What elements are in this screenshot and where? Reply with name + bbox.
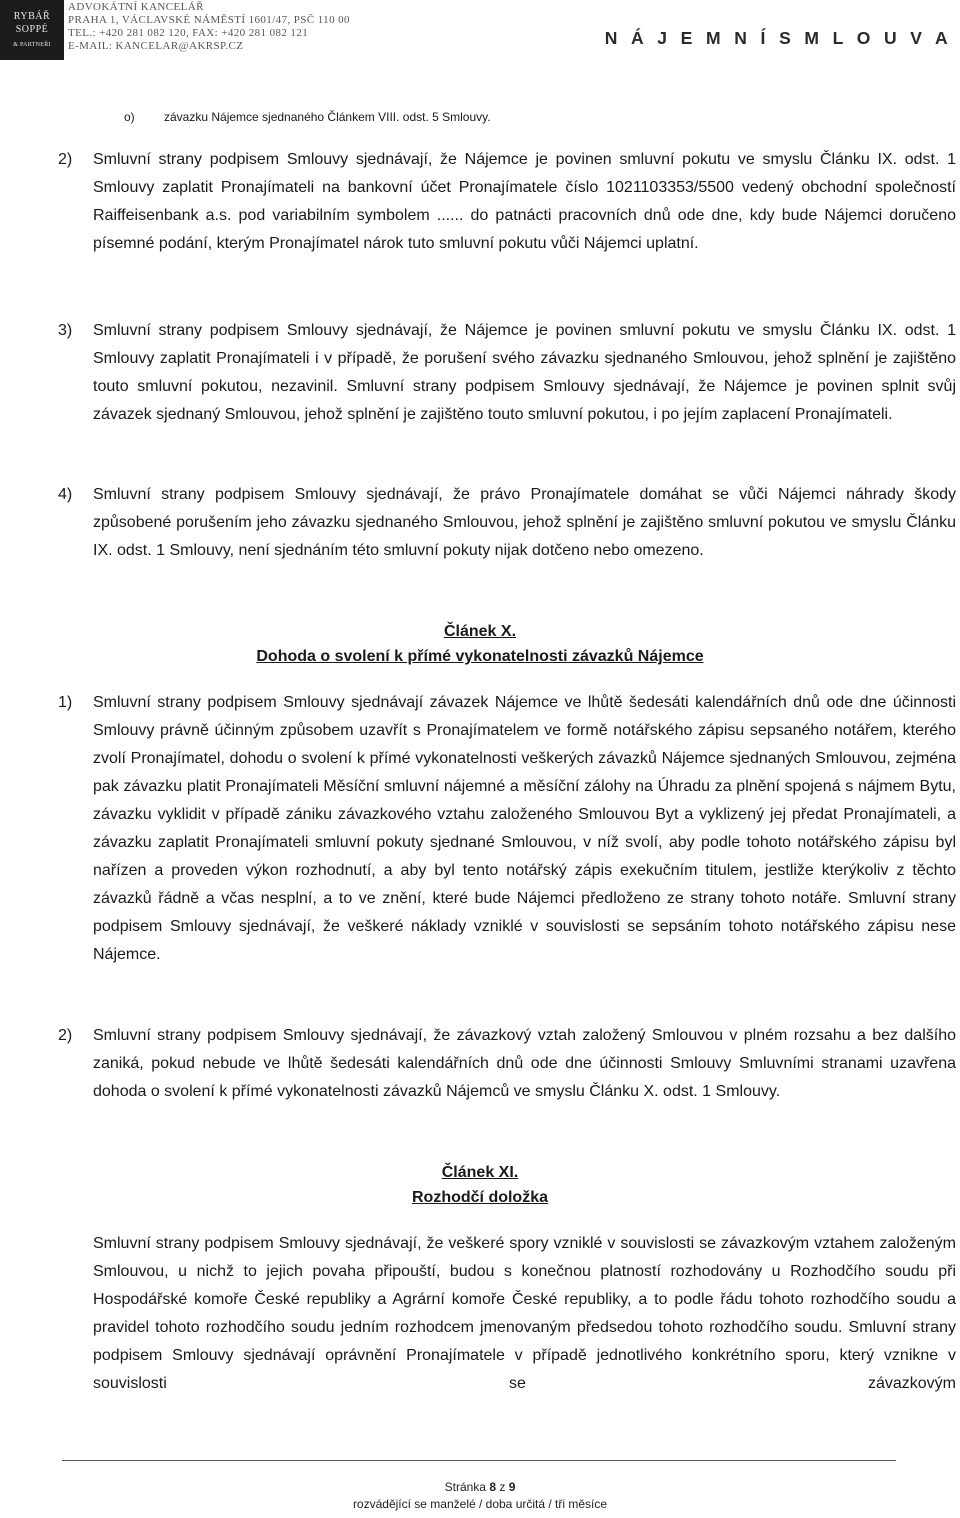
page-label: Stránka	[444, 1480, 486, 1494]
paragraph-number: 4)	[58, 486, 73, 503]
list-item-label: o)	[124, 110, 135, 124]
firm-contact	[68, 1, 350, 53]
paragraph-number: 1)	[58, 694, 73, 711]
paragraph-number: 3)	[58, 322, 73, 339]
page-separator: z	[499, 1480, 506, 1494]
logo-line-2: SOPPÉ	[15, 24, 49, 35]
paragraph-text: Smluvní strany podpisem Smlouvy sjednávají, že Nájemce je povinen smluvní pokutu ve smyslu Článku IX. odst. 1 Smlouvy zaplatit Pronajímateli i v případě, že porušení svého závazku sjednaného Smlouvou, jehož splnění je zajištěno touto smluvní pokutou, nezavinil. Smluvní strany podpisem Smlouvy sjednávají, že Nájemce je povinen splnit svůj závazek sjednaný Smlouvou, jehož splnění je zajištěno touto smluvní pokutou, i po jejím zaplacení Pronajímateli.	[93, 322, 956, 423]
article-x-paragraph-1	[58, 689, 956, 969]
contact-line: ADVOKÁTNÍ KANCELÁŘ	[68, 1, 204, 13]
page-total: 9	[508, 1480, 516, 1494]
paragraph-text: Smluvní strany podpisem Smlouvy sjednávají, že právo Pronajímatele domáhat se vůči Nájemci náhrady škody způsobené porušením jeho závazku sjednaného Smlouvou, jehož splnění je zajištěno smluvní pokutou ve smyslu Článku IX. odst. 1 Smlouvy, není sjednáním této smluvní pokuty nijak dotčeno nebo omezeno.	[93, 486, 956, 559]
article-x-paragraph-2	[58, 1022, 956, 1106]
article-xi-paragraph	[58, 1230, 956, 1398]
page-header	[0, 0, 960, 60]
page-number	[0, 1480, 960, 1494]
contact-line: PRAHA 1, VÁCLAVSKÉ NÁMĚSTÍ 1601/47, PSČ 110 00	[68, 14, 350, 26]
paragraph-text: Smluvní strany podpisem Smlouvy sjednávají, že závazkový vztah založený Smlouvou v plném rozsahu a bez dalšího zaniká, pokud nebude ve lhůtě šedesáti kalendářních dnů ode dne účinnosti Smlouvy Smluvními stranami uzavřena dohoda o svolení k přímé vykonatelnosti závazků Nájemců ve smyslu Článku X. odst. 1 Smlouvy.	[93, 1027, 956, 1100]
article-x-heading: Článek X.	[443, 623, 517, 640]
paragraph-text: Smluvní strany podpisem Smlouvy sjednávají, že veškeré spory vzniklé v souvislosti se závazkovým vztahem založeným Smlouvou, u nichž to jejich povaha připouští, budou s konečnou platností rozhodovány u Rozhodčího soudu při Hospodářské komoře České republiky a Agrární komoře České republiky, a to podle řádu tohoto rozhodčího soudu a pravidel tohoto rozhodčího soudu jedním rozhodcem jmenovaným předsedou tohoto rozhodčího soudu. Smluvní strany podpisem Smlouvy sjednávají oprávnění Pronajímatele v případě jednotlivého konkrétního sporu, který vznikne v souvislosti se závazkovým	[93, 1235, 956, 1392]
article-xi-heading: Článek XI.	[441, 1164, 519, 1181]
paragraph-text: Smluvní strany podpisem Smlouvy sjednávají závazek Nájemce ve lhůtě šedesáti kalendářních dnů ode dne účinnosti Smlouvy právně účinným způsobem uzavřít s Pronajímatelem ve formě notářského zápisu sepsaného notářem, kterého zvolí Pronajímatel, dohodu o svolení k přímé vykonatelnosti veškerých závazků Nájemce sjednaných Smlouvou, zejména pak závazku platit Pronajímateli Měsíční smluvní nájemné a měsíční zálohy na Úhradu za plnění spojená s nájmem Bytu, závazku vyklidit v případě zániku závazkového vztahu založeného Smlouvou Byt a vyklizený jej předat Pronajímateli, a závazku zaplatit Pronajímateli smluvní pokuty sjednané Smlouvou, v níž svolí, aby podle tohoto notářského zápisu byl nařízen a proveden výkon rozhodnutí, a aby byl tento notářský zápis exekučním titulem, jestliže kterýkoliv z těchto závazků řádně a včas nesplní, a to ve znění, které bude Nájemci předloženo ze strany tohoto notáře. Smluvní strany podpisem Smlouvy sjednávají, že veškeré náklady vzniklé v souvislosti se sepsáním tohoto notářského zápisu nese Nájemce.	[93, 694, 956, 963]
contact-line: TEL.: +420 281 082 120, FAX: +420 281 082 121	[68, 27, 309, 39]
list-item-text: závazku Nájemce sjednaného Článkem VIII. odst. 5 Smlouvy.	[164, 110, 491, 124]
page-current: 8	[489, 1480, 496, 1494]
article-xi-title: Rozhodčí doložka	[412, 1189, 548, 1206]
paragraph-text: Smluvní strany podpisem Smlouvy sjednávají, že Nájemce je povinen smluvní pokutu ve smyslu Článku IX. odst. 1 Smlouvy zaplatit Pronajímateli na bankovní účet Pronajímatele číslo 1021103353/5500 vedený obchodní společností Raiffeisenbank a.s. pod variabilním symbolem ...... do patnácti pracovních dnů ode dne, kdy bude Nájemci doručeno písemné podání, kterým Pronajímatel nárok tuto smluvní pokutu vůči Nájemci uplatní.	[93, 151, 956, 252]
article-x-title: Dohoda o svolení k přímé vykonatelnosti závazků Nájemce	[256, 648, 704, 665]
paragraph-number: 2)	[58, 151, 73, 168]
list-item-o	[124, 110, 491, 124]
paragraph-number: 2)	[58, 1027, 73, 1044]
paragraph-2	[58, 146, 956, 258]
paragraph-4	[58, 481, 956, 565]
contact-line: E-MAIL: KANCELAR@AKRSP.CZ	[68, 40, 244, 52]
paragraph-3	[58, 317, 956, 429]
document-title: N Á J E M N Í S M L O U V A	[604, 28, 952, 48]
footer-subtitle: rozvádějící se manželé / doba určitá / tři měsíce	[352, 1497, 608, 1511]
footer-divider	[62, 1460, 896, 1461]
logo-line-1: RYBÁŘ	[13, 11, 51, 22]
firm-logo	[0, 0, 64, 60]
logo-line-3: & PARTNEŘI	[13, 42, 51, 48]
